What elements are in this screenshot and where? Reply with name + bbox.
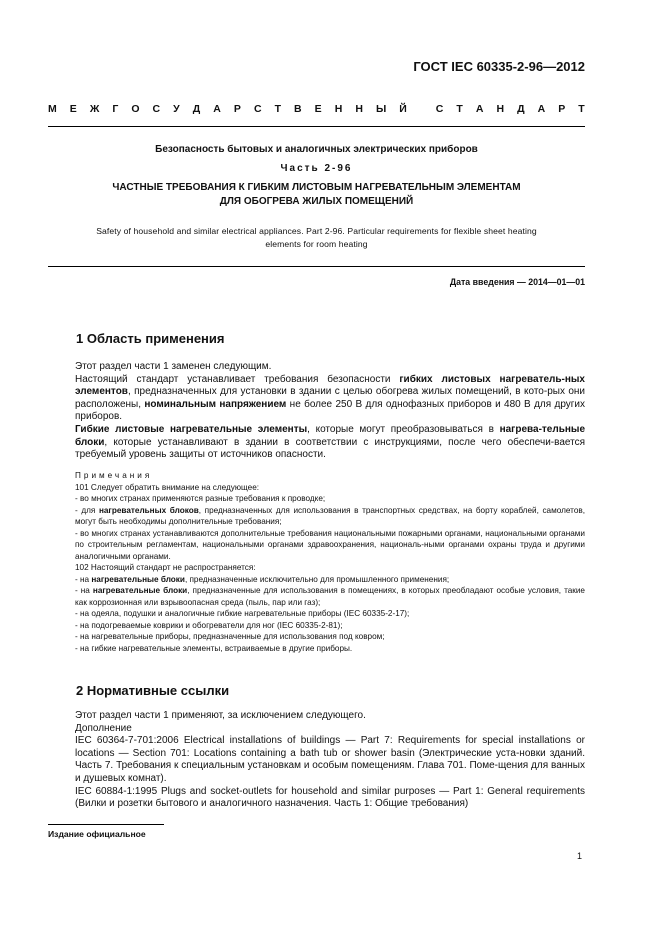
banner-letter: Ж — [89, 103, 100, 115]
text-run: , которые устанавливают в здании в соответствии с инструкциями, после чего обеспечи-вается требуемый уровень защиты от источников опасности. — [75, 436, 585, 461]
banner-letter: Т — [578, 103, 585, 115]
official-edition-label: Издание официальное — [48, 829, 146, 839]
section-1-paragraph-3 — [75, 424, 585, 462]
section-2-reference-1: IEC 60364-7-701:2006 Electrical installations of buildings — Part 7: Requirements for special installations or locations — Section 701: Locations containing a bath tub or shower basin (Электрические уста-новки зданий. Часть 7. Требования к специальным установкам и особым помещениям. Глава 701. Поме-щения для ванных и душевых комнат). — [75, 735, 585, 784]
banner-letter: Н — [355, 103, 363, 115]
banner-letter: Р — [558, 103, 566, 115]
banner-letter: Т — [274, 103, 281, 115]
banner-letter: Д — [517, 103, 525, 115]
text-run: , которые могут преобразовываться в — [307, 423, 500, 435]
banner-letter: Е — [314, 103, 322, 115]
term-bold: гибких листовых нагреватель-ных элементов — [75, 373, 585, 398]
text-run: не более 250 В для однофазных приборов и 480 В для других приборов. — [75, 398, 586, 423]
banner-letter: А — [213, 103, 221, 115]
banner-letter: Г — [112, 103, 119, 115]
section-2-heading: 2 Нормативные ссылки — [76, 683, 230, 698]
section-2-body — [75, 710, 585, 811]
text-run: - на — [75, 574, 92, 584]
note-102-item: - на гибкие нагревательные элементы, встраиваемые в другие приборы. — [75, 643, 353, 653]
note-102-item: - на нагревательные приборы, предназначенные для использования под ковром; — [75, 632, 385, 641]
banner-letter: Р — [233, 103, 241, 115]
note-102-item: - на одеяла, подушки и аналогичные гибкие нагревательные приборы (IEC 60335-2-17); — [75, 609, 410, 618]
banner-letter: Ы — [375, 103, 387, 115]
title-main — [48, 181, 585, 208]
interstate-standard-banner — [48, 103, 585, 115]
section-1-paragraph-1: Этот раздел части 1 заменен следующим. — [75, 361, 272, 372]
note-101-item: - во многих странах применяются разные требования к проводке; — [75, 494, 326, 503]
note-101-item — [75, 505, 585, 528]
text-run: , предназначенные для использования в помещениях, в которых преобладают особые условия, такие как коррозионная или взрывоопасная среда (пыль, пар или газ); — [75, 586, 585, 607]
section-1-heading: 1 Область применения — [76, 331, 225, 346]
title-general: Безопасность бытовых и аналогичных электрических приборов — [155, 144, 478, 155]
notes-block — [75, 470, 585, 654]
section-1-paragraph-2 — [75, 374, 585, 424]
banner-letter: Й — [399, 103, 407, 115]
banner-letter: С — [253, 103, 262, 115]
title-main-line2: ДЛЯ ОБОГРЕВА ЖИЛЫХ ПОМЕЩЕНИЙ — [219, 195, 414, 207]
banner-letter: М — [48, 103, 57, 115]
note-102-item — [75, 585, 585, 608]
banner-letter: Н — [496, 103, 505, 115]
banner-letter: В — [294, 103, 302, 115]
banner-letter: У — [173, 103, 180, 115]
term-bold: Гибкие листовые нагревательные элементы — [75, 423, 308, 435]
title-part: Часть 2-96 — [280, 163, 353, 174]
term-bold: нагревательные блоки — [91, 574, 185, 584]
banner-letter: Н — [334, 103, 343, 115]
note-101-item: - во многих странах устанавливаются дополнительные требования национальными пожарными органами, национальными органами по строительным регламентам, национальными органами здравоохранения, националь-ными органами охраны труда и другими аналогичными органами. — [75, 528, 585, 561]
text-run: Настоящий стандарт устанавливает требования безопасности — [75, 373, 400, 385]
note-102-item: - на подогреваемые коврики и обогреватели для ног (IEC 60335-2-81); — [75, 620, 343, 630]
title-main-line1: ЧАСТНЫЕ ТРЕБОВАНИЯ К ГИБКИМ ЛИСТОВЫМ НАГРЕВАТЕЛЬНЫМ ЭЛЕМЕНТАМ — [112, 182, 521, 193]
section-2-paragraph-1: Этот раздел части 1 применяют, за исключением следующего. — [75, 710, 366, 721]
banner-letter: О — [131, 103, 140, 115]
title-english-line2: elements for room heating — [265, 238, 368, 249]
section-2-paragraph-2: Дополнение — [75, 722, 132, 734]
section-1-body — [75, 361, 585, 462]
header-rule — [48, 126, 585, 127]
text-run: - на — [75, 586, 93, 595]
banner-letter: А — [475, 103, 484, 115]
notes-title: Примечания — [75, 471, 153, 480]
banner-letter: Д — [192, 103, 201, 115]
document-designation: ГОСТ IEC 60335-2-96—2012 — [413, 59, 585, 74]
term-bold: нагревательных блоков — [98, 505, 199, 515]
term-bold: нагрева-тельные блоки — [75, 423, 586, 448]
text-run: , предназначенные исключительно для промышленного применения; — [184, 574, 450, 584]
footer-rule — [48, 824, 164, 825]
banner-letter: С — [435, 103, 444, 115]
note-101: 101 Следует обратить внимание на следующее: — [75, 482, 260, 492]
introduction-date: Дата введения — 2014—01—01 — [449, 277, 585, 287]
note-102-item — [75, 574, 585, 586]
banner-letter: Т — [456, 103, 463, 115]
title-english — [48, 225, 585, 250]
section-2-reference-2: IEC 60884-1:1995 Plugs and socket-outlets for household and similar purposes — Part 1: General requirements (Вилки и розетки бытового и аналогичного назначения. Часть 1: Общие требования) — [75, 785, 585, 810]
text-run: , предназначенных для использования в транспортных средствах, на борту кораблей, самолетов, могут быть необходимы дополнительные требования; — [75, 505, 586, 526]
text-run: - для — [75, 505, 99, 515]
banner-letter: С — [152, 103, 161, 115]
banner-letter: Е — [69, 103, 77, 115]
page-number: 1 — [576, 851, 582, 861]
term-bold: номинальным напряжением — [144, 398, 287, 410]
note-102: 102 Настоящий стандарт не распространяется: — [75, 563, 256, 572]
term-bold: нагревательные блоки — [92, 586, 188, 595]
banner-gap — [420, 103, 423, 115]
title-english-line1: Safety of household and similar electrical appliances. Part 2-96. Particular requirements for flexible sheet heating — [96, 226, 537, 236]
title-rule — [48, 266, 585, 267]
banner-letter: А — [537, 103, 546, 115]
text-run: , предназначенных для установки в здании с целью обогрева жилых помещений, в кото-рых они расположены, — [75, 386, 585, 410]
